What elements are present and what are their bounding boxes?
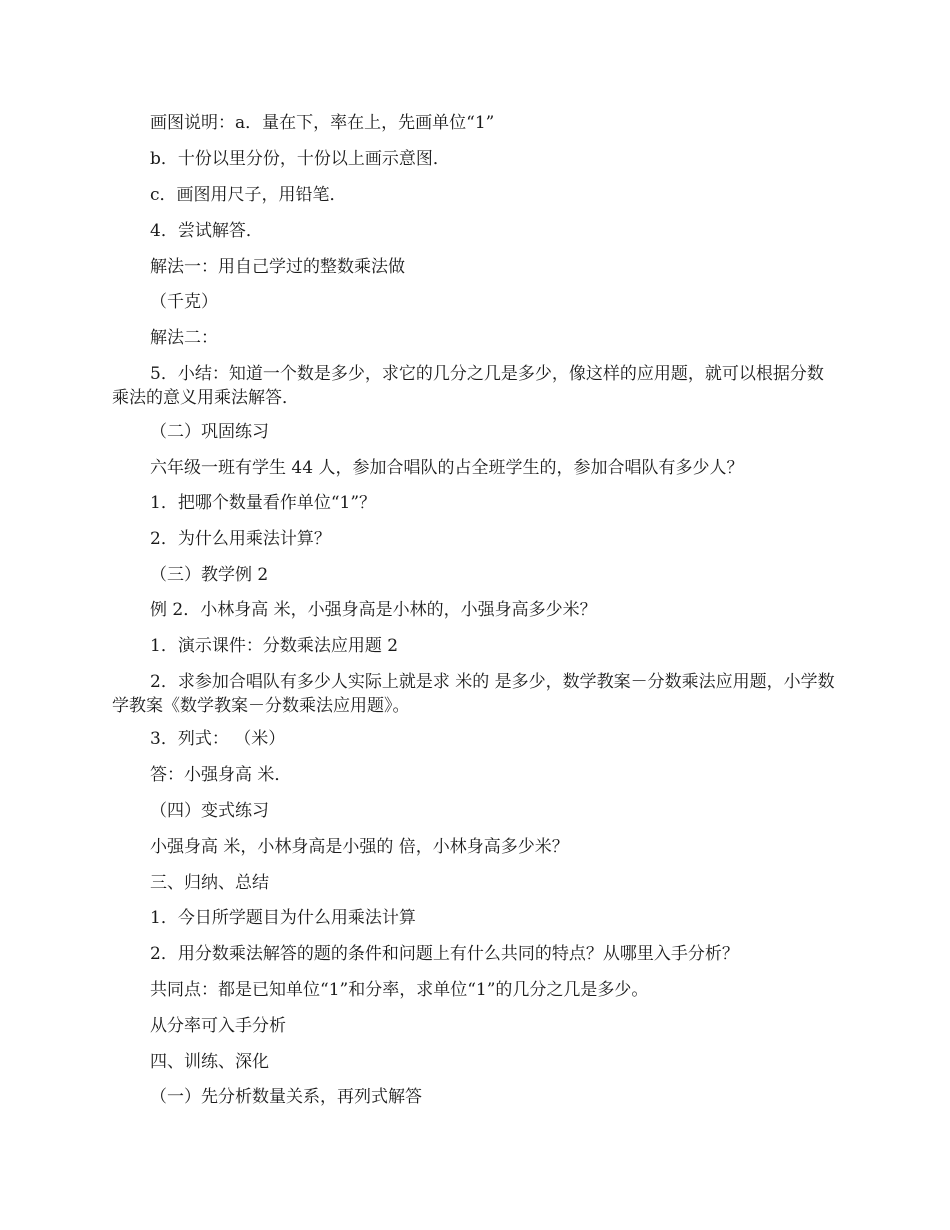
paragraph-drawing-note-b: b．十份以里分份，十份以上画示意图． — [150, 149, 450, 169]
paragraph-analysis: 从分率可入手分析 — [150, 1016, 286, 1036]
paragraph-example-2: 例 2．小林身高 米，小强身高是小林的，小强身高多少米？ — [150, 600, 597, 620]
paragraph-drawing-note-c: c．画图用尺子，用铅笔． — [150, 185, 347, 205]
paragraph-variant-problem: 小强身高 米，小林身高是小强的 倍，小林身高多少米？ — [150, 837, 569, 857]
paragraph-answer: 答：小强身高 米． — [150, 765, 292, 785]
paragraph-drawing-note-a: 画图说明：a．量在下，率在上，先画单位“1” — [150, 113, 495, 133]
paragraph-explanation-2: 2．求参加合唱队有多少人实际上就是求 米的 是多少，数学教案－分数乘法应用题，小学数学教案《数学教案－分数乘法应用题》。 — [112, 672, 835, 716]
paragraph-question-1: 1．把哪个数量看作单位“1”？ — [150, 493, 377, 513]
paragraph-problem-choir: 六年级一班有学生 44 人，参加合唱队的占全班学生的，参加合唱队有多少人？ — [150, 458, 744, 478]
paragraph-practice-1: （一）先分析数量关系，再列式解答 — [150, 1087, 422, 1107]
heading-variant-practice: （四）变式练习 — [150, 801, 269, 821]
heading-example-2: （三）教学例 2 — [150, 565, 269, 585]
paragraph-summary-5: 5．小结：知道一个数是多少，求它的几分之几是多少，像这样的应用题，就可以根据分数乘法的意义用乘法解答． — [112, 364, 824, 408]
heading-section-3: 三、归纳、总结 — [150, 873, 269, 893]
paragraph-question-2: 2．为什么用乘法计算？ — [150, 529, 331, 549]
paragraph-formula: 3．列式： （米） — [150, 729, 286, 749]
paragraph-step-4: 4．尝试解答． — [150, 221, 263, 241]
paragraph-unit-kg: （千克） — [150, 292, 218, 312]
paragraph-common-point: 共同点：都是已知单位“1”和分率，求单位“1”的几分之几是多少。 — [150, 980, 649, 1000]
paragraph-method-2: 解法二： — [150, 328, 218, 348]
paragraph-courseware: 1．演示课件：分数乘法应用题 2 — [150, 636, 399, 656]
paragraph-method-1: 解法一：用自己学过的整数乘法做 — [150, 257, 405, 277]
heading-section-4: 四、训练、深化 — [150, 1052, 269, 1072]
paragraph-summary-q1: 1．今日所学题目为什么用乘法计算 — [150, 908, 416, 928]
paragraph-summary-q2: 2．用分数乘法解答的题的条件和问题上有什么共同的特点？从哪里入手分析？ — [150, 944, 739, 964]
heading-practice-2: （二）巩固练习 — [150, 422, 269, 442]
